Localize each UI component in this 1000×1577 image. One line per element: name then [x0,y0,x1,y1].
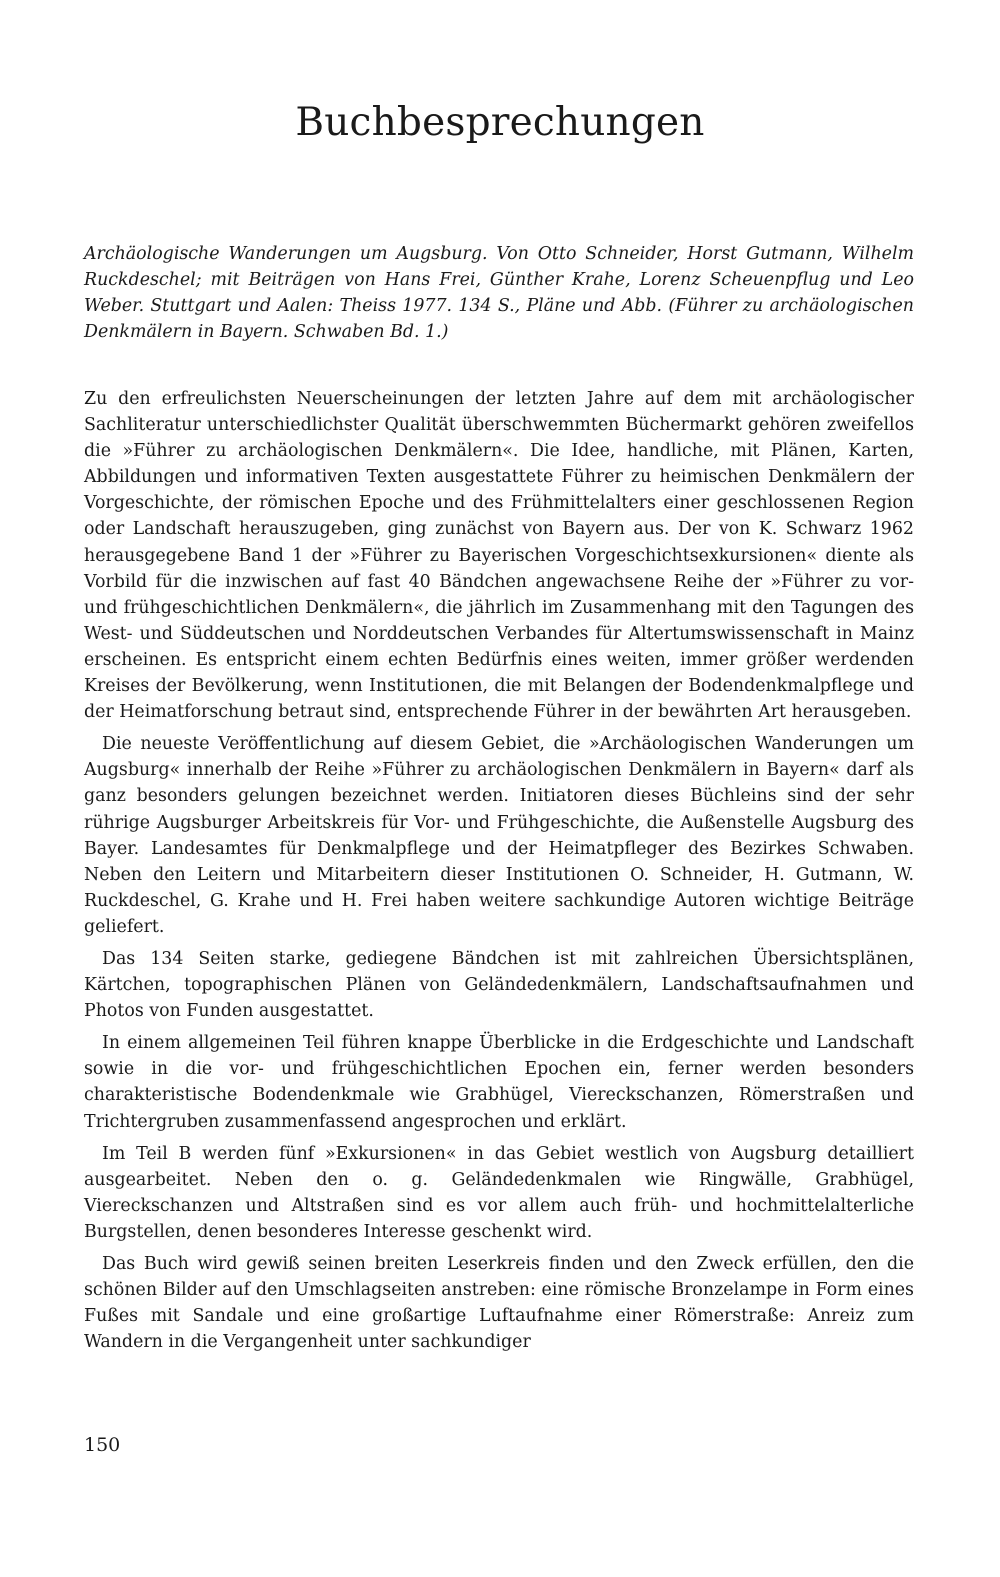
paragraph-6: Das Buch wird gewiß seinen breiten Leserkreis finden und den Zweck erfüllen, den die schönen Bilder auf den Umschlagseiten anstreben: eine römische Bronzelampe in Form eines Fußes mit Sandale und eine großartige Luftaufnahme einer Römerstraße: Anreiz zum Wandern in die Vergangenheit unter sachkundiger [84,1254,914,1353]
paragraph-4: In einem allgemeinen Teil führen knappe Überblicke in die Erdgeschichte und Landschaft sowie in die vor- und frühgeschichtlichen Epochen ein, ferner werden besonders charakteristische Bodendenkmale wie Grabhügel, Viereckschanzen, Römerstraßen und Trichtergruben zusammenfassend angesprochen und erklärt. [84,1033,914,1132]
page-title: Buchbesprechungen [295,100,705,145]
paragraph-2: Die neueste Veröffentlichung auf diesem Gebiet, die »Archäologischen Wanderungen um Augsburg« innerhalb der Reihe »Führer zu archäologischen Denkmälern in Bayern« darf als ganz besonders gelungen bezeichnet werden. Initiatoren dieses Büchleins sind der sehr rührige Augsburger Arbeitskreis für Vor- und Frühgeschichte, die Außenstelle Augsburg des Bayer. Landesamtes für Denkmalpflege und der Heimatpfleger des Bezirkes Schwaben. Neben den Leitern und Mitarbeitern dieser Institutionen O. Schneider, H. Gutmann, W. Ruckdeschel, G. Krahe und H. Frei haben weitere sachkundige Autoren wichtige Beiträge geliefert. [84,734,914,937]
paragraph-1: Zu den erfreulichsten Neuerscheinungen der letzten Jahre auf dem mit archäologischer Sachliteratur unterschiedlichster Qualität überschwemmten Büchermarkt gehören zweifellos die »Führer zu archäologischen Denkmälern«. Die Idee, handliche, mit Plänen, Karten, Abbildungen und informativen Texten ausgestattete Führer zu heimischen Denkmälern der Vorgeschichte, der römischen Epoche und des Frühmittelalters einer geschlossenen Region oder Landschaft herauszugeben, ging zunächst von Bayern aus. Der von K. Schwarz 1962 herausgegebene Band 1 der »Führer zu Bayerischen Vorgeschichtsexkursionen« diente als Vorbild für die inzwischen auf fast 40 Bändchen angewachsene Reihe der »Führer zu vor- und frühgeschichtlichen Denkmälern«, die jährlich im Zusammenhang mit den Tagungen des West- und Süddeutschen und Norddeutschen Verbandes für Altertumswissenschaft in Mainz erscheinen. Es entspricht einem echten Bedürfnis eines weiten, immer größer werdenden Kreises der Bevölkerung, wenn Institutionen, die mit Belangen der Bodendenkmalpflege und der Heimatforschung betraut sind, entsprechende Führer in der bewährten Art herausgeben. [84,389,914,723]
page-number: 150 [84,1434,121,1456]
paragraph-3: Das 134 Seiten starke, gediegene Bändchen ist mit zahlreichen Übersichtsplänen, Kärtchen, topographischen Plänen von Geländedenkmälern, Landschaftsaufnahmen und Photos von Funden ausgestattet. [84,948,914,1022]
review-body [84,386,914,1361]
book-citation: Archäologische Wanderungen um Augsburg. Von Otto Schneider, Horst Gutmann, Wilhelm Ruckdeschel; mit Beiträgen von Hans Frei, Günther Krahe, Lorenz Scheuenpflug und Leo Weber. Stuttgart und Aalen: Theiss 1977. 134 S., Pläne und Abb. (Führer zu archäologischen Denkmälern in Bayern. Schwaben Bd. 1.) [84,244,914,342]
paragraph-5: Im Teil B werden fünf »Exkursionen« in das Gebiet westlich von Augsburg detailliert ausgearbeitet. Neben den o. g. Geländedenkmalen wie Ringwälle, Grabhügel, Viereckschanzen und Altstraßen sind es vor allem auch früh- und hochmittelalterliche Burgstellen, denen besonderes Interesse geschenkt wird. [84,1143,914,1242]
